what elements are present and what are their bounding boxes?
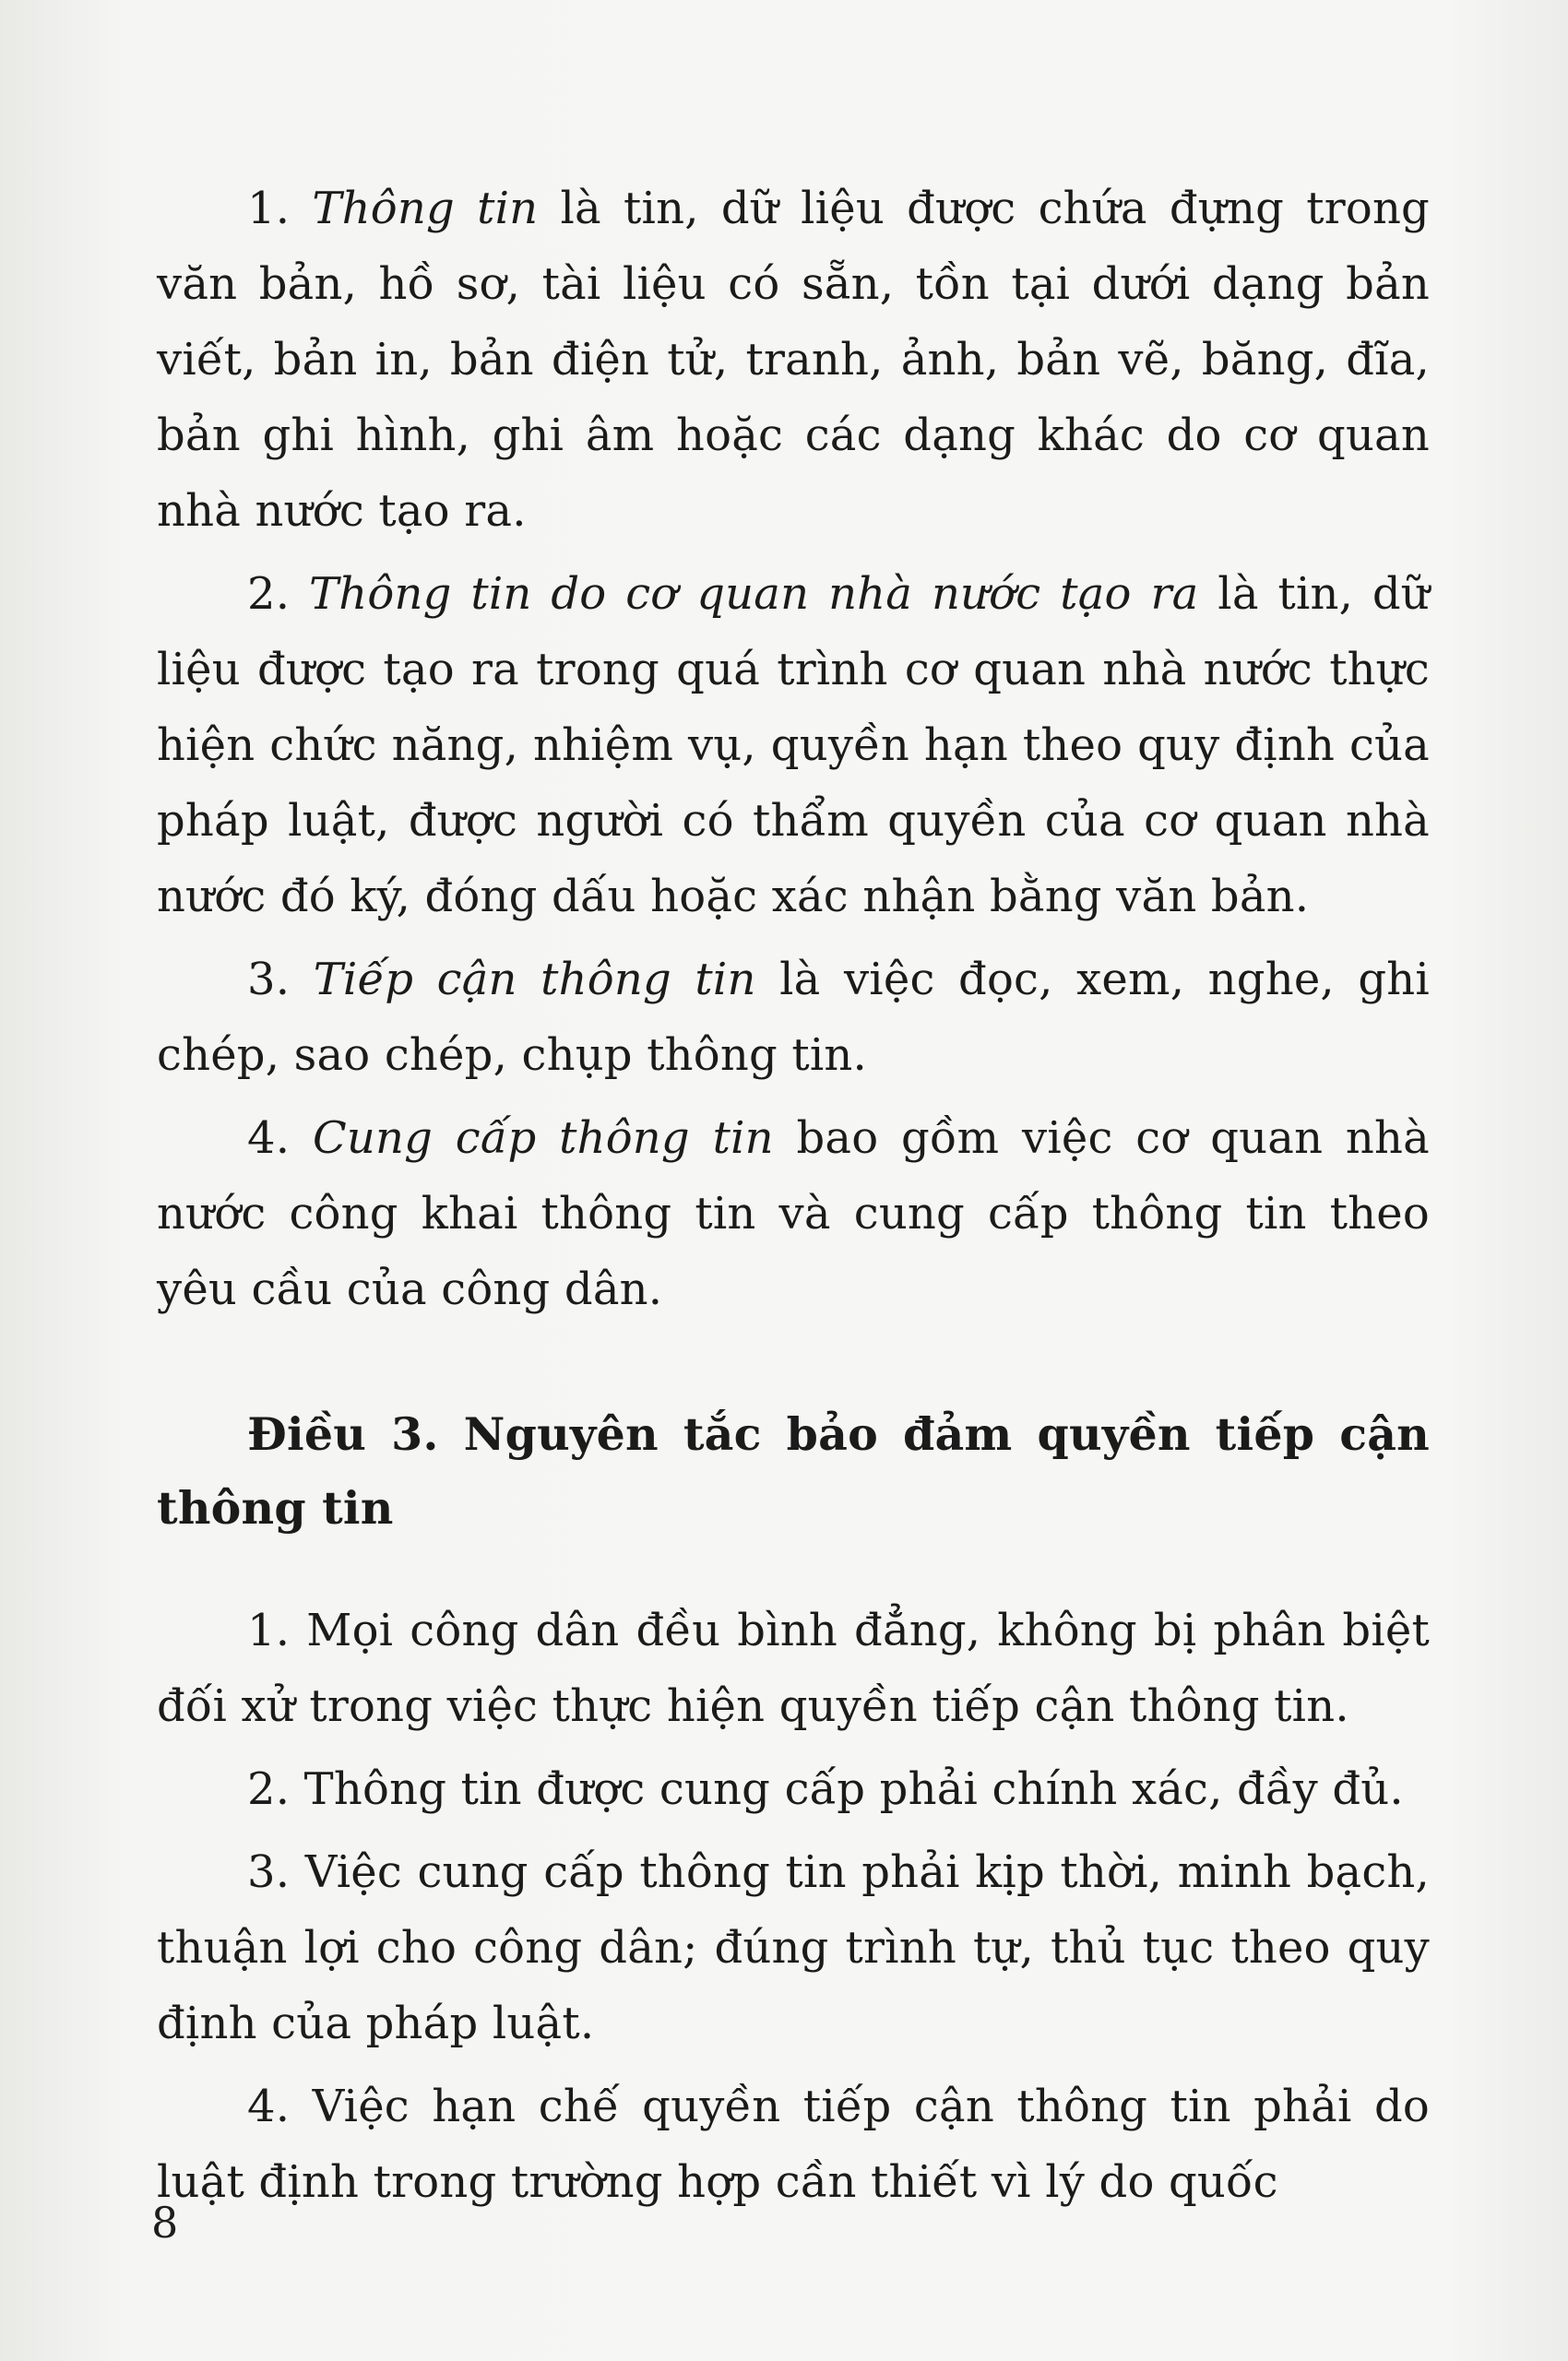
article-3-heading: Điều 3. Nguyên tắc bảo đảm quyền tiếp cận thông tin (157, 1407, 1430, 1535)
page-content (157, 171, 1430, 2220)
definition-1-number: 1. (247, 183, 291, 234)
definition-1-text: là tin, dữ liệu được chứa đựng trong văn bản, hồ sơ, tài liệu có sẵn, tồn tại dưới dạng bản viết, bản in, bản điện tử, tranh, ảnh, bản vẽ, băng, đĩa, bản ghi hình, ghi âm hoặc các dạng khác do cơ quan nhà nước tạo ra. (157, 183, 1430, 537)
principle-4: 4. Việc hạn chế quyền tiếp cận thông tin phải do luật định trong trường hợp cần thiết vì lý do quốc (157, 2081, 1430, 2208)
definition-2-term: Thông tin do cơ quan nhà nước tạo ra (309, 568, 1199, 620)
definition-3 (157, 942, 1430, 1093)
definition-3-term: Tiếp cận thông tin (313, 954, 756, 1005)
principle-1: 1. Mọi công dân đều bình đẳng, không bị phân biệt đối xử trong việc thực hiện quyền tiếp cận thông tin. (157, 1605, 1430, 1732)
definition-3-text: là việc đọc, xem, nghe, ghi chép, sao chép, chụp thông tin. (157, 954, 1430, 1081)
definition-2-text: là tin, dữ liệu được tạo ra trong quá trình cơ quan nhà nước thực hiện chức năng, nhiệm vụ, quyền hạn theo quy định của pháp luật, được người có thẩm quyền của cơ quan nhà nước đó ký, đóng dấu hoặc xác nhận bằng văn bản. (157, 568, 1430, 922)
definition-4-term: Cung cấp thông tin (312, 1112, 774, 1164)
definition-4-number: 4. (247, 1112, 291, 1164)
definition-4-text: bao gồm việc cơ quan nhà nước công khai thông tin và cung cấp thông tin theo yêu cầu của công dân. (157, 1112, 1430, 1315)
definition-2 (157, 556, 1430, 934)
page-number: 8 (151, 2198, 179, 2248)
principle-2: 2. Thông tin được cung cấp phải chính xác, đầy đủ. (247, 1763, 1404, 1815)
definition-2-number: 2. (247, 568, 291, 620)
definition-3-number: 3. (247, 954, 291, 1005)
definition-1-term: Thông tin (312, 183, 539, 234)
principle-3: 3. Việc cung cấp thông tin phải kịp thời, minh bạch, thuận lợi cho công dân; đúng trình tự, thủ tục theo quy định của pháp luật. (157, 1846, 1430, 2049)
definition-4 (157, 1100, 1430, 1327)
definition-1 (157, 171, 1430, 549)
